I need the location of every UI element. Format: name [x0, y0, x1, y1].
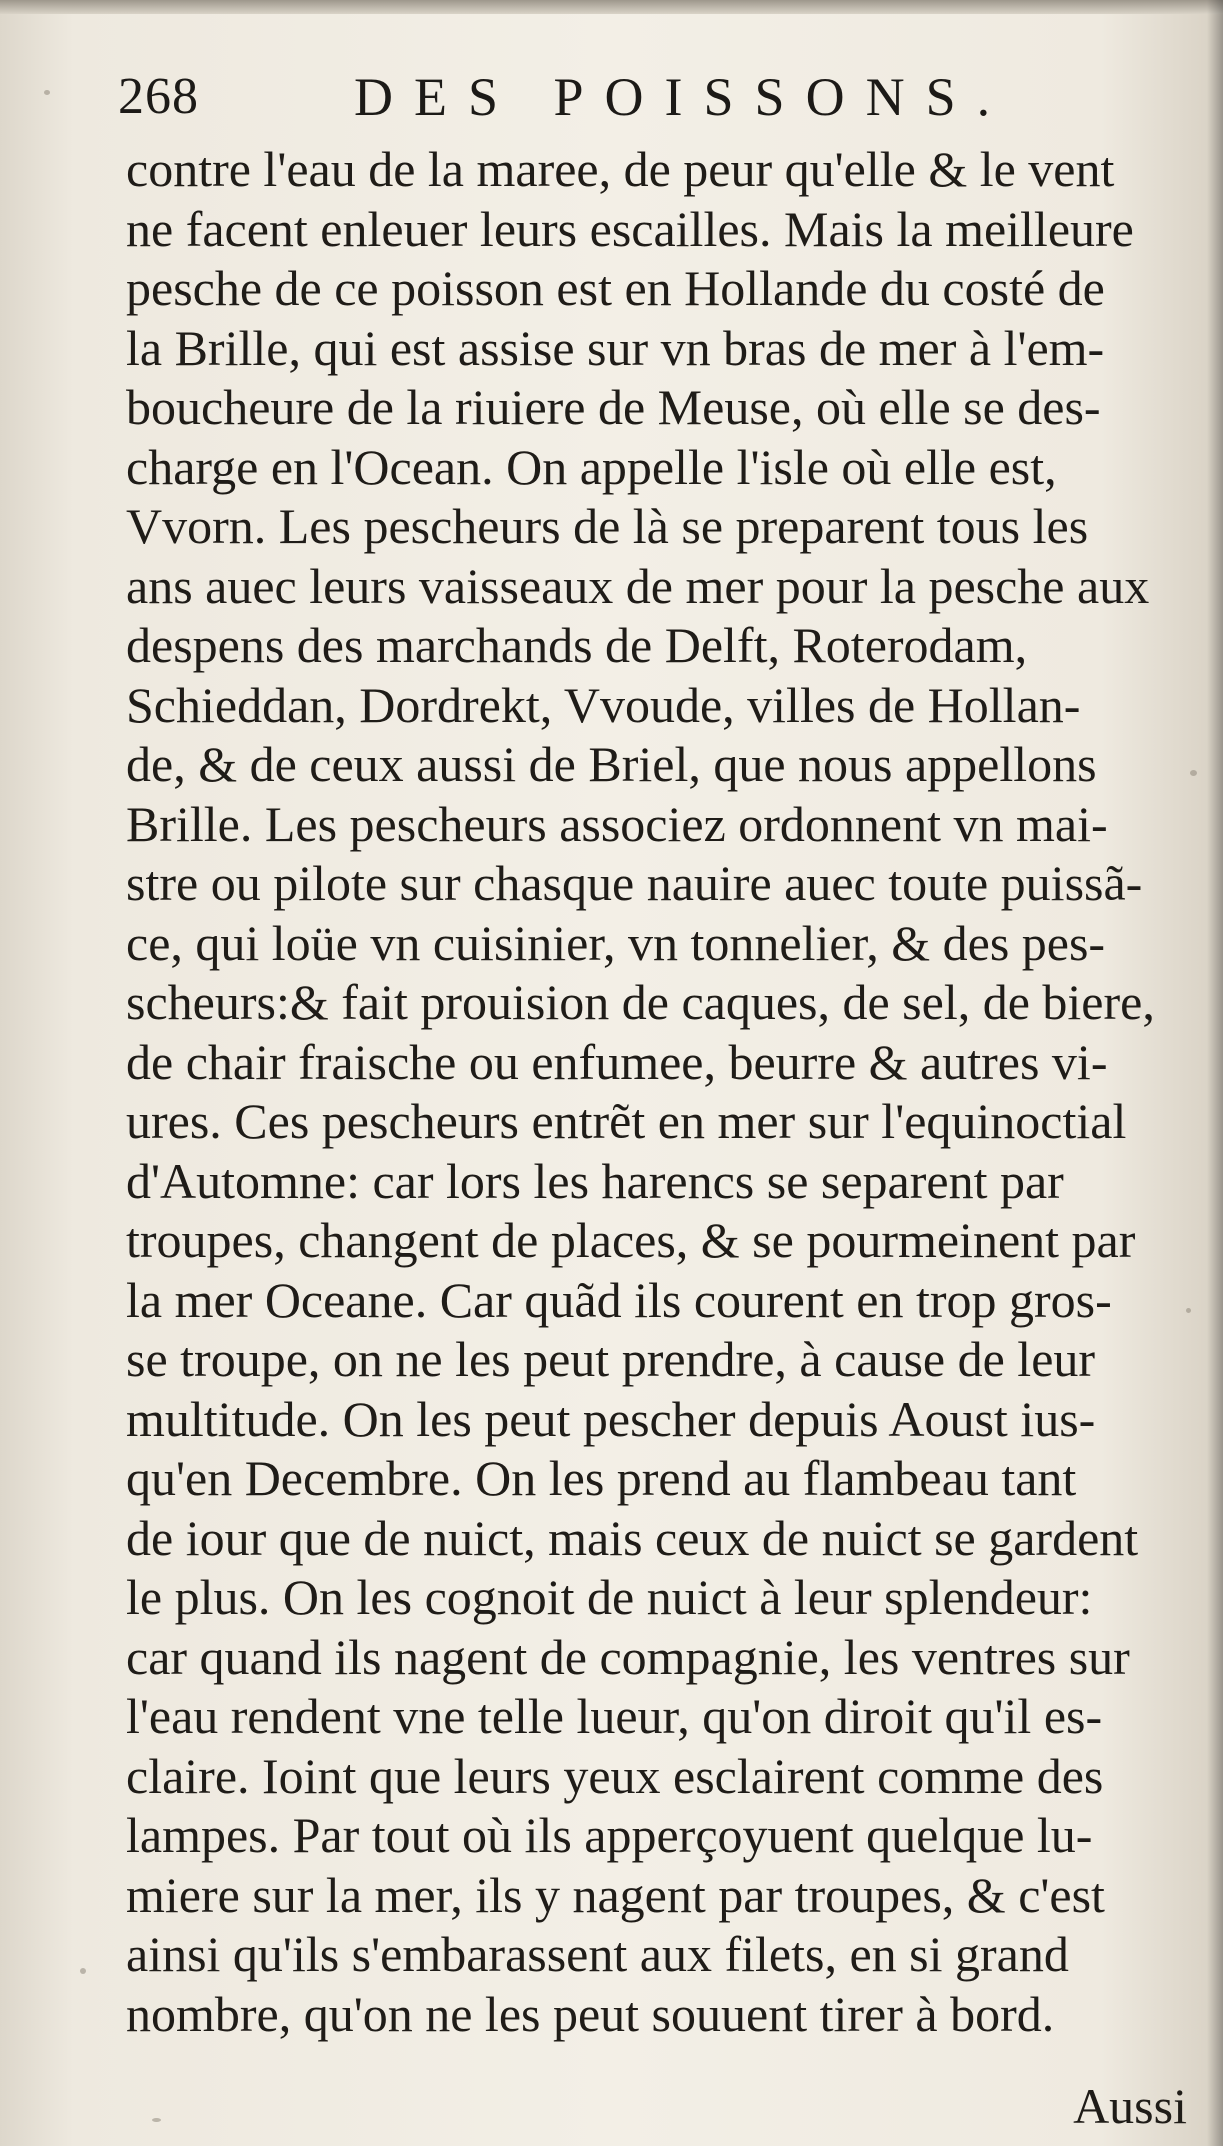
- text-line: contre l'eau de la maree, de peur qu'elle & le vent: [126, 141, 1115, 197]
- text-line: claire. Ioint que leurs yeux esclairent comme des: [126, 1747, 1104, 1804]
- text-line: se troupe, on ne les peut prendre, à cause de leur: [126, 1331, 1096, 1387]
- text-line: de chair fraische ou enfumee, beurre & autres vi-: [126, 1033, 1108, 1090]
- text-line: Vvorn. Les pescheurs de là se preparent tous les: [126, 498, 1089, 554]
- text-line: car quand ils nagent de compagnie, les ventres sur: [126, 1628, 1130, 1685]
- text-line: Schieddan, Dordrekt, Vvoude, villes de Hollan-: [126, 676, 1081, 733]
- text-line: ans auec leurs vaisseaux de mer pour la pesche aux: [126, 557, 1150, 614]
- text-line: ne facent enleuer leurs escailles. Mais la meilleure: [126, 200, 1134, 257]
- text-line: la mer Oceane. Car quãd ils courent en trop gros-: [126, 1271, 1112, 1328]
- text-line: stre ou pilote sur chasque nauire auec toute puissã-: [126, 855, 1143, 911]
- text-line: d'Automne: car lors les harencs se separent par: [126, 1152, 1064, 1209]
- text-line: qu'en Decembre. On les prend au flambeau tant: [126, 1450, 1077, 1506]
- text-line: de iour que de nuict, mais ceux de nuict se gardent: [126, 1509, 1139, 1566]
- paper-speck: [1190, 770, 1197, 776]
- page-top-edge: [0, 0, 1223, 14]
- text-line: nombre, qu'on ne les peut souuent tirer à bord.: [126, 1985, 1055, 2042]
- text-line: troupes, changent de places, & se pourmeinent par: [126, 1212, 1136, 1268]
- text-line: l'eau rendent vne telle lueur, qu'on diroit qu'il es-: [126, 1688, 1103, 1744]
- page-gutter-shadow: [1207, 0, 1223, 2146]
- paper-speck: [80, 1968, 86, 1974]
- text-line: multitude. On les peut pescher depuis Aoust ius-: [126, 1390, 1096, 1447]
- text-line: ures. Ces pescheurs entrẽt en mer sur l'equinoctial: [126, 1093, 1127, 1149]
- paper-speck: [44, 90, 50, 95]
- running-title: DES POISSONS.: [354, 67, 1012, 127]
- catchword: Aussi: [1073, 2078, 1187, 2134]
- text-line: scheurs:& fait prouision de caques, de sel, de biere,: [126, 974, 1155, 1030]
- text-line: miere sur la mer, ils y nagent par troupes, & c'est: [126, 1866, 1105, 1923]
- page-number: 268: [118, 68, 199, 125]
- text-line: ainsi qu'ils s'embarassent aux filets, en si grand: [126, 1926, 1069, 1982]
- text-line: lampes. Par tout où ils apperçoyuent quelque lu-: [126, 1807, 1093, 1863]
- page-header: [118, 62, 1012, 132]
- text-line: de, & de ceux aussi de Briel, que nous appellons: [126, 736, 1097, 792]
- body-text: [126, 140, 1184, 2044]
- text-line: Brille. Les pescheurs associez ordonnent vn mai-: [126, 795, 1108, 852]
- text-line: charge en l'Ocean. On appelle l'isle où elle est,: [126, 438, 1057, 495]
- text-line: la Brille, qui est assise sur vn bras de mer à l'em-: [126, 319, 1105, 376]
- text-line: ce, qui loüe vn cuisinier, vn tonnelier, & des pes-: [126, 914, 1106, 971]
- text-line: pesche de ce poisson est en Hollande du costé de: [126, 260, 1105, 316]
- text-line: despens des marchands de Delft, Roterodam,: [126, 617, 1028, 673]
- paper-speck: [152, 2118, 161, 2122]
- text-line: le plus. On les cognoit de nuict à leur splendeur:: [126, 1569, 1093, 1625]
- text-line: boucheure de la riuiere de Meuse, où elle se des-: [126, 379, 1101, 435]
- paper-speck: [1186, 1308, 1191, 1313]
